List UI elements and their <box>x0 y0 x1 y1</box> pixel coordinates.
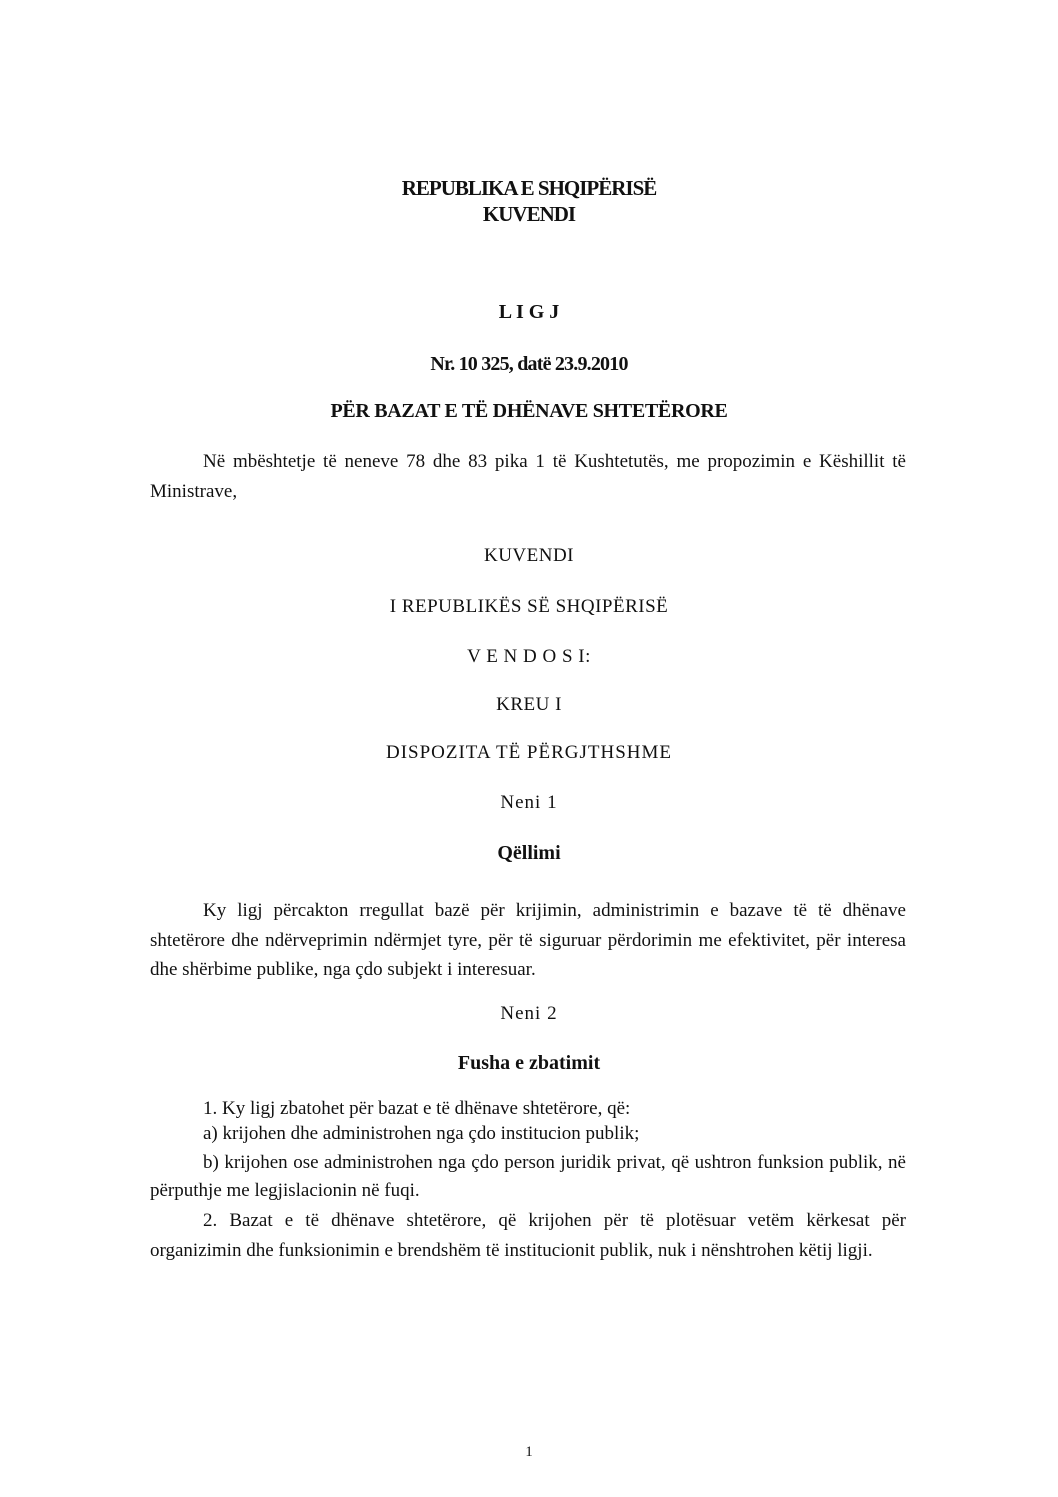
law-number: Nr. 10 325, datë 23.9.2010 <box>430 353 628 375</box>
article-2-label: Neni 2 <box>500 1003 558 1024</box>
enactment-of: I REPUBLIKËS SË SHQIPËRISË <box>389 596 669 617</box>
chapter-title: DISPOZITA TË PËRGJTHSHME <box>385 742 673 763</box>
preamble <box>150 447 906 506</box>
article-2-item-1: 1. Ky ligj zbatohet për bazat e të dhënave shtetërore, që: <box>203 1098 631 1119</box>
chapter-label: KREU I <box>496 694 562 715</box>
article-2-item-b: b) krijohen ose administrohen nga çdo person juridik privat, që ushtron funksion publik, në përputhje me legjislacionin në fuqi. <box>150 1152 906 1201</box>
header-republic: REPUBLIKA E SHQIPËRISË <box>401 176 657 200</box>
article-2-body <box>150 1097 906 1265</box>
enactment-body: KUVENDI <box>483 545 575 566</box>
law-title: PËR BAZAT E TË DHËNAVE SHTETËRORE <box>330 400 728 422</box>
article-1-title: Qëllimi <box>497 842 561 864</box>
page-number: 1 <box>525 1444 533 1460</box>
article-1-body <box>150 896 906 985</box>
article-1-text: Ky ligj përcakton rregullat bazë për krijimin, administrimin e bazave të të dhënave shtetërore dhe ndërveprimin ndërmjet tyre, për të siguruar përdorimin me efektivitet, për interesa dhe shërbime publike, nga çdo subjekt i interesuar. <box>150 900 906 980</box>
law-type: L I G J <box>498 301 560 323</box>
preamble-text: Në mbështetje të neneve 78 dhe 83 pika 1 të Kushtetutës, me propozimin e Këshillit të Ministrave, <box>150 451 906 502</box>
article-2-title: Fusha e zbatimit <box>457 1052 601 1074</box>
enactment-decides: V E N D O S I: <box>467 646 591 667</box>
article-1-label: Neni 1 <box>500 792 558 813</box>
article-2-item-2: 2. Bazat e të dhënave shtetërore, që krijohen për të plotësuar vetëm kërkesat për organizimin dhe funksionimin e brendshëm të institucionit publik, nuk i nënshtrohen këtij ligji. <box>150 1210 906 1261</box>
article-2-item-a: a) krijohen dhe administrohen nga çdo institucion publik; <box>203 1123 640 1144</box>
header-assembly: KUVENDI <box>482 202 576 226</box>
